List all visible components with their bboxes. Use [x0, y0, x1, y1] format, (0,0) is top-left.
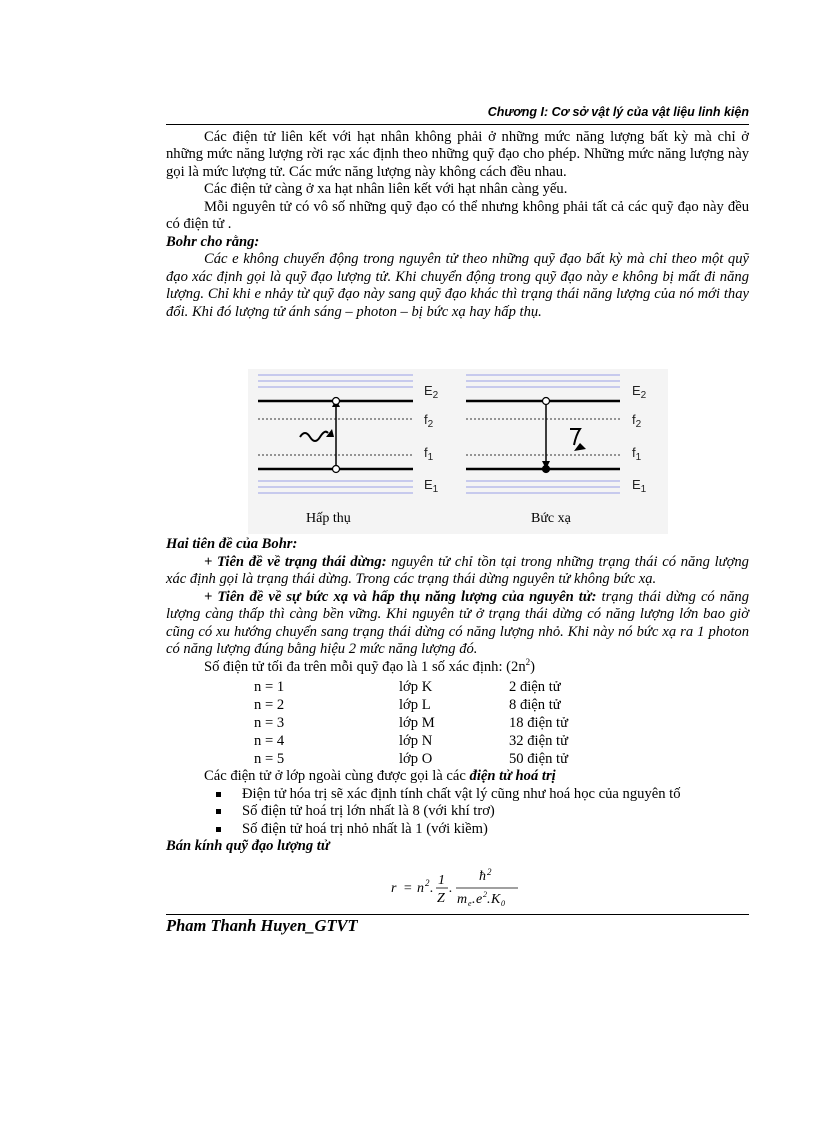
valence-intro: Các điện tử ở lớp ngoài cùng được gọi là các điện tử hoá trị	[204, 768, 556, 784]
svg-text:=: =	[403, 880, 413, 896]
energy-level-diagram	[248, 369, 668, 534]
svg-text:f1: $f_1$	[631, 445, 641, 463]
shell-layer-cell: lớp M	[399, 715, 435, 731]
electron-lower-left	[332, 466, 339, 473]
chapter-header: Chương I: Cơ sở vật lý của vật liệu linh kiện	[166, 104, 749, 125]
svg-text:r: r	[391, 880, 397, 896]
svg-text:.: .	[449, 880, 453, 896]
postulates-heading: Hai tiên đề của Bohr:	[166, 536, 298, 552]
svg-text:f2: $f_2$	[423, 412, 433, 430]
shell-n-cell: n = 4	[254, 733, 285, 749]
intro-paragraph-3: Mỗi nguyên tử có vô số những quỹ đạo có thể nhưng không phải tất cả các quỹ đạo này đều có điện tử .	[166, 198, 749, 232]
electron-lower-right	[542, 466, 549, 473]
intro-paragraph-1: Các điện tử liên kết với hạt nhân không phải ở những mức năng lượng bất kỳ mà chỉ ở những mức năng lượng rời rạc xác định theo những quỹ đạo cho phép. Những mức năng lượng này gọi là mức lượng tử. Các mức năng lượng này không cách đều nhau.	[166, 128, 749, 180]
table-row	[254, 750, 568, 768]
svg-text:2: 2	[487, 866, 492, 877]
svg-text:2: 2	[483, 889, 487, 899]
svg-text:Z: Z	[437, 890, 445, 906]
postulate-1: + Tiên đề về trạng thái dừng: nguyên tử chỉ tồn tại trong những trạng thái có năng lượng xác định gọi là trạng thái dừng. Trong các trạng thái dừng nguyên tử không bức xạ.	[166, 553, 749, 587]
svg-text:.: .	[472, 891, 476, 907]
caption-emission: Bức xạ	[530, 511, 571, 526]
table-row	[254, 678, 568, 696]
list-item: Điện tử hóa trị sẽ xác định tính chất vật lý cũng như hoá học của nguyên tố	[216, 786, 749, 804]
shell-n-cell: n = 1	[254, 679, 285, 695]
figure-background	[248, 369, 668, 534]
svg-text:f1: $f_1$	[423, 445, 433, 463]
table-row	[254, 696, 568, 714]
shells-table	[254, 678, 568, 768]
svg-text:ħ: ħ	[479, 868, 486, 884]
shell-count-cell: 2 điện tử	[509, 679, 561, 695]
svg-text:e: e	[468, 898, 472, 908]
list-item: Số điện tử hoá trị lớn nhất là 8 (với khí trơ)	[216, 803, 749, 821]
shell-layer-cell: lớp N	[399, 733, 433, 749]
svg-text:.: .	[487, 891, 491, 907]
bohr-heading: Bohr cho rằng:	[166, 233, 260, 250]
svg-text:e: e	[476, 891, 483, 907]
shell-count-cell: 8 điện tử	[509, 697, 561, 713]
shell-layer-cell: lớp K	[399, 679, 433, 695]
shell-count-cell: 18 điện tử	[509, 715, 568, 731]
shell-count-cell: 32 điện tử	[509, 733, 568, 749]
document-page	[166, 104, 749, 934]
shell-count-cell: 50 điện tử	[509, 751, 568, 767]
radius-formula	[166, 866, 749, 906]
shell-layer-cell: lớp O	[399, 751, 433, 767]
svg-text:f2: $f_2$	[631, 412, 641, 430]
svg-text:2: 2	[425, 877, 430, 888]
svg-text:E1: $E_1$	[423, 477, 438, 495]
list-item: Số điện tử hoá trị nhỏ nhất là 1 (với kiềm)	[216, 821, 749, 839]
table-row	[254, 714, 568, 732]
svg-text:m: m	[457, 891, 468, 907]
postulate-2: + Tiên đề về sự bức xạ và hấp thụ năng lượng của nguyên tử: trạng thái dừng có năng lượng càng thấp thì càng bền vững. Khi nguyên tử ở trạng thái dừng có năng lượng lớn bao giờ cũng có xu hướng chuyển sang trạng thái dừng có năng lượng nhỏ. Khi này nó bức xạ ra 1 photon có năng lượng đúng bằng hiệu 2 mức năng lượng đó.	[166, 588, 749, 657]
svg-text:0: 0	[501, 898, 505, 908]
shell-layer-cell: lớp L	[399, 697, 431, 713]
intro-paragraph-2: Các điện tử càng ở xa hạt nhân liên kết với hạt nhân càng yếu.	[204, 181, 568, 197]
svg-text:E2: $E_2$	[631, 383, 646, 401]
svg-text:K: K	[491, 891, 501, 907]
shell-n-cell: n = 5	[254, 751, 285, 767]
svg-text:E2: $E_2$	[423, 383, 438, 401]
electron-upper-left	[332, 398, 339, 405]
svg-text:n: n	[417, 880, 424, 896]
radius-heading: Bán kính quỹ đạo lượng tử	[166, 838, 330, 854]
table-row	[254, 732, 568, 750]
svg-text:.: .	[430, 880, 434, 896]
bohr-paragraph: Các e không chuyển động trong nguyên tử theo những quỹ đạo bất kỳ mà chỉ theo một quỹ đạo xác định gọi là quỹ đạo lượng tử. Khi chuyển động trong quỹ đạo này e không bị mất đi năng lượng. Chỉ khi e nhảy từ quỹ đạo này sang quỹ đạo khác thì trạng thái năng lượng của nó mới thay đổi. Khi đó lượng tử ánh sáng – photon – bị bức xạ hay hấp thụ.	[166, 251, 749, 320]
footer-author: Pham Thanh Huyen_GTVT	[166, 914, 749, 935]
electron-upper-right	[542, 398, 549, 405]
shell-n-cell: n = 3	[254, 715, 285, 731]
valence-bullets	[166, 786, 749, 839]
caption-absorption: Hấp thụ	[305, 511, 351, 526]
shell-n-cell: n = 2	[254, 697, 285, 713]
energy-level-figure	[248, 369, 668, 534]
svg-text:E1: $E_1$	[631, 477, 646, 495]
shells-intro: Số điện tử tối đa trên mỗi quỹ đạo là 1 số xác định: $(2n^2)$	[204, 656, 536, 675]
svg-text:1: 1	[438, 872, 445, 888]
